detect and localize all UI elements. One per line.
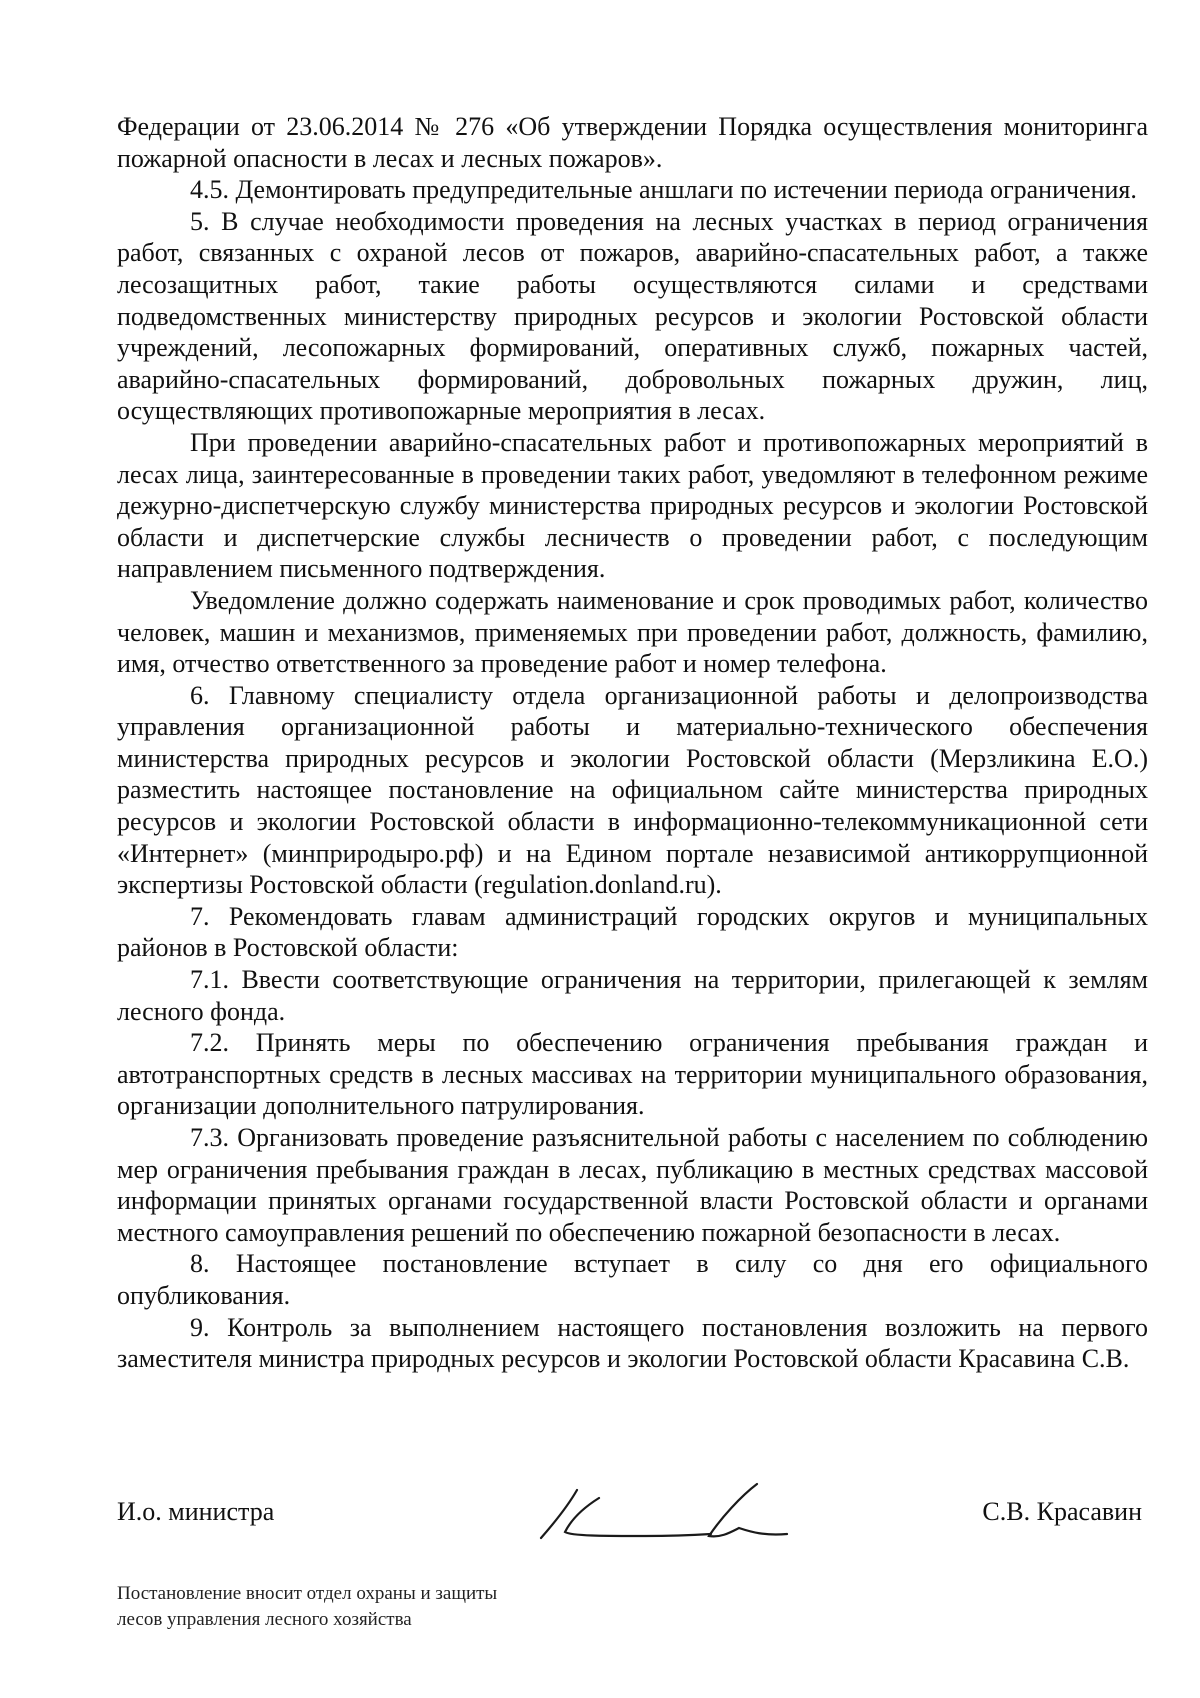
signatory-title: И.о. министра [117,1497,275,1526]
paragraph-7: 7. Рекомендовать главам администраций городских округов и муниципальных районов в Ростовской области: [117,901,1148,963]
paragraph-7-2: 7.2. Принять меры по обеспечению ограничения пребывания граждан и автотранспортных средств в лесных массивах на территории муниципального образования, организации дополнительного патрулирования. [117,1028,1148,1121]
paragraph-5: 5. В случае необходимости проведения на лесных участках в период ограничения работ, связанных с охраной лесов от пожаров, аварийно-спасательных работ, а также лесозащитных работ, такие работы осуществляются силами и средствами подведомственных министерству природных ресурсов и экологии Ростовской области учреждений, лесопожарных формирований, оперативных служб, пожарных частей, аварийно-спасательных формирований, добровольных пожарных дружин, лиц, осуществляющих противопожарные мероприятия в лесах. [117,206,1148,426]
footer-line-2: лесов управления лесного хозяйства [117,1609,412,1630]
paragraph-6: 6. Главному специалисту отдела организационной работы и делопроизводства управления организационной работы и материально-технического обеспечения министерства природных ресурсов и экологии Ростовской области (Мерзликина Е.О.) разместить настоящее постановление на официальном сайте министерства природных ресурсов и экологии Ростовской области в информационно-телекоммуникационной сети «Интернет» (минприродыро.рф) и на Едином портале независимой антикоррупционной экспертизы Ростовской области (regulation.donland.ru). [117,680,1148,900]
footer-line-1: Постановление вносит отдел охраны и защиты [117,1583,498,1604]
paragraph-5-content: Уведомление должно содержать наименование и срок проводимых работ, количество человек, машин и механизмов, применяемых при проведении работ, должность, фамилию, имя, отчество ответственного за проведение работ и номер телефона. [117,585,1148,679]
paragraph-8: 8. Настоящее постановление вступает в силу со дня его официального опубликования. [117,1249,1148,1310]
paragraph-4-5: 4.5. Демонтировать предупредительные аншлаги по истечении периода ограничения. [190,175,1137,205]
document-body [117,111,1148,1375]
paragraph-5-notice: При проведении аварийно-спасательных работ и противопожарных мероприятий в лесах лица, заинтересованные в проведении таких работ, уведомляют в телефонном режиме дежурно-диспетчерскую службу министерства природных ресурсов и экологии Ростовской области и диспетчерские службы лесничеств о проведении работ, с последующим направлением письменного подтверждения. [117,427,1148,584]
handwritten-signature [525,1470,805,1550]
document-footer-note [117,1581,497,1633]
paragraph-7-3: 7.3. Организовать проведение разъяснительной работы с населением по соблюдению мер ограничения пребывания граждан в лесах, публикацию в местных средствах массовой информации принятых органами государственной власти Ростовской области и органами местного самоуправления решений по обеспечению пожарной безопасности в лесах. [117,1123,1148,1247]
signatory-name: С.В. Красавин [982,1497,1142,1526]
paragraph-9: 9. Контроль за выполнением настоящего постановления возложить на первого заместителя министра природных ресурсов и экологии Ростовской области Красавина С.В. [117,1312,1148,1374]
paragraph-7-1: 7.1. Ввести соответствующие ограничения на территории, прилегающей к землям лесного фонда. [117,965,1148,1026]
paragraph-continuation: Федерации от 23.06.2014 № 276 «Об утверждении Порядка осуществления мониторинга пожарной опасности в лесах и лесных пожаров». [117,112,1148,173]
